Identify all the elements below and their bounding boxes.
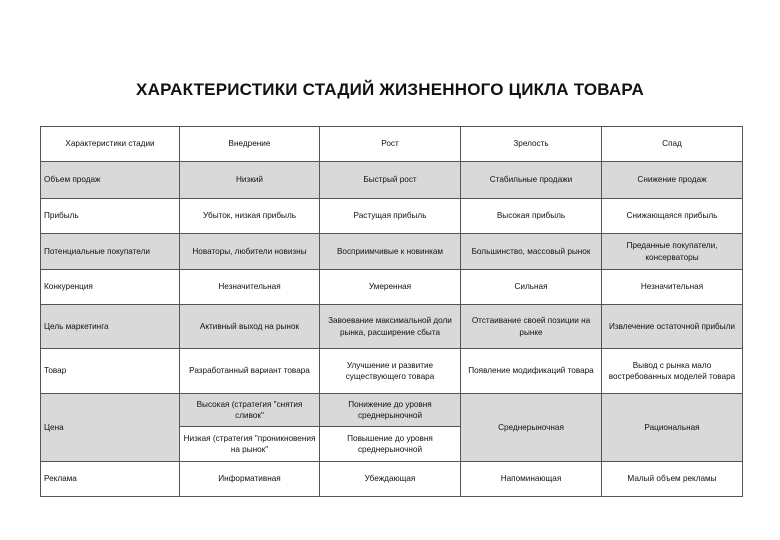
header-cell: Рост — [320, 127, 461, 162]
row-label: Объем продаж — [41, 162, 180, 199]
row-label: Цена — [41, 394, 180, 462]
table-cell: Понижение до уровня среднерыночной — [320, 394, 461, 427]
table-row — [41, 305, 743, 349]
row-label: Реклама — [41, 462, 180, 497]
table-cell: Убыток, низкая прибыль — [180, 199, 320, 234]
table-cell: Незначительная — [602, 270, 743, 305]
table-cell: Активный выход на рынок — [180, 305, 320, 349]
table-row — [41, 270, 743, 305]
table-cell: Вывод с рынка мало востребованных моделей товара — [602, 349, 743, 394]
table-cell: Большинство, массовый рынок — [461, 234, 602, 270]
table-cell: Стабильные продажи — [461, 162, 602, 199]
table-cell: Низкая (стратегия "проникновения на рынок" — [180, 427, 320, 462]
row-label: Потенциальные покупатели — [41, 234, 180, 270]
table-row — [41, 199, 743, 234]
table-cell: Умеренная — [320, 270, 461, 305]
table-cell: Незначительная — [180, 270, 320, 305]
header-cell: Характеристики стадии — [41, 127, 180, 162]
row-label: Конкуренция — [41, 270, 180, 305]
table-cell: Улучшение и развитие существующего товара — [320, 349, 461, 394]
table-cell: Разработанный вариант товара — [180, 349, 320, 394]
table-row — [41, 234, 743, 270]
table-cell: Быстрый рост — [320, 162, 461, 199]
table-cell: Отстаивание своей позиции на рынке — [461, 305, 602, 349]
table-cell: Сильная — [461, 270, 602, 305]
row-label: Товар — [41, 349, 180, 394]
table-row — [41, 462, 743, 497]
table-row — [41, 162, 743, 199]
table-cell: Малый объем рекламы — [602, 462, 743, 497]
table-cell: Снижение продаж — [602, 162, 743, 199]
table-row-price — [41, 394, 743, 427]
page-title: ХАРАКТЕРИСТИКИ СТАДИЙ ЖИЗНЕННОГО ЦИКЛА ТОВАРА — [136, 80, 644, 99]
row-label: Цель маркетинга — [41, 305, 180, 349]
table-cell: Извлечение остаточной прибыли — [602, 305, 743, 349]
table-cell: Высокая (стратегия "снятия сливок" — [180, 394, 320, 427]
table-cell: Среднерыночная — [461, 394, 602, 462]
table-cell: Высокая прибыль — [461, 199, 602, 234]
header-cell: Спад — [602, 127, 743, 162]
lifecycle-table — [40, 126, 743, 497]
table-cell: Растущая прибыль — [320, 199, 461, 234]
table-cell: Новаторы, любители новизны — [180, 234, 320, 270]
table-cell: Информативная — [180, 462, 320, 497]
table-cell: Завоевание максимальной доли рынка, расширение сбыта — [320, 305, 461, 349]
table-cell: Повышение до уровня среднерыночной — [320, 427, 461, 462]
table-row — [41, 349, 743, 394]
table-cell: Напоминающая — [461, 462, 602, 497]
table-header-row — [41, 127, 743, 162]
table-cell: Восприимчивые к новинкам — [320, 234, 461, 270]
header-cell: Внедрение — [180, 127, 320, 162]
table-cell: Низкий — [180, 162, 320, 199]
table-cell: Преданные покупатели, консерваторы — [602, 234, 743, 270]
table-cell: Рациональная — [602, 394, 743, 462]
header-cell: Зрелость — [461, 127, 602, 162]
table-cell: Появление модификаций товара — [461, 349, 602, 394]
table-cell: Снижающаяся прибыль — [602, 199, 743, 234]
table-cell: Убеждающая — [320, 462, 461, 497]
row-label: Прибыль — [41, 199, 180, 234]
